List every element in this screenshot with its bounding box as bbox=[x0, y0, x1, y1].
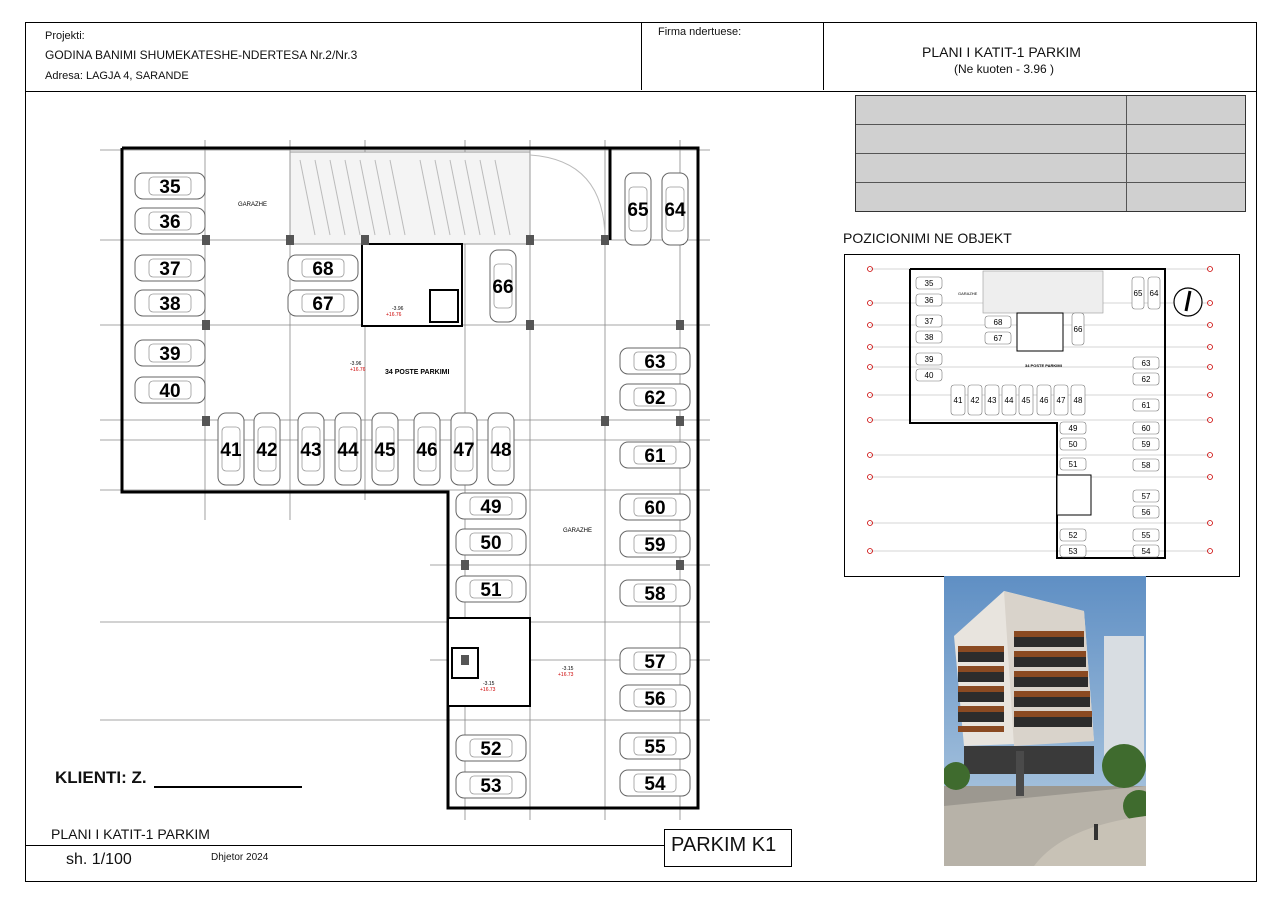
parking-spot-56 bbox=[620, 685, 690, 711]
curved-ramp bbox=[530, 155, 605, 240]
parking-spot-42 bbox=[254, 413, 280, 485]
mini-parking-spot-59 bbox=[1133, 438, 1159, 450]
mini-parking-spot-35 bbox=[916, 277, 942, 289]
mini-plan-title: POZICIONIMI NE OBJEKT bbox=[843, 230, 1012, 246]
garazhe-top-label: GARAZHE bbox=[238, 202, 268, 208]
info-table bbox=[855, 95, 1246, 212]
mini-parking-spot-42 bbox=[968, 385, 982, 415]
mini-parking-spot-number: 62 bbox=[1141, 375, 1151, 384]
mini-parking-spot-number: 36 bbox=[924, 296, 934, 305]
mini-parking-spot-37 bbox=[916, 315, 942, 327]
parking-spot-number: 68 bbox=[312, 259, 334, 280]
mini-parking-spot-number: 65 bbox=[1133, 289, 1143, 298]
parking-spot-number: 58 bbox=[644, 584, 666, 605]
parking-spot-54 bbox=[620, 770, 690, 796]
mini-stair-core bbox=[1017, 313, 1063, 351]
mini-parking-spot-number: 41 bbox=[953, 396, 963, 405]
mini-parking-spot-number: 54 bbox=[1141, 547, 1151, 556]
mini-parking-spot-58 bbox=[1133, 459, 1159, 471]
parking-spot-49 bbox=[456, 493, 526, 519]
mini-parking-spot-63 bbox=[1133, 357, 1159, 369]
mini-garazhe-label: GARAZHE bbox=[958, 291, 978, 296]
mini-parking-spot-number: 61 bbox=[1141, 401, 1151, 410]
mini-stair-core-bottom bbox=[1057, 475, 1091, 515]
parking-spot-number: 49 bbox=[480, 497, 502, 518]
level-label: +16.73 bbox=[480, 687, 496, 693]
parking-spot-number: 50 bbox=[480, 533, 502, 554]
parking-spot-44 bbox=[335, 413, 361, 485]
mini-parking-spot-number: 53 bbox=[1068, 547, 1078, 556]
parking-spot-number: 45 bbox=[374, 440, 396, 461]
info-table-row-line bbox=[856, 153, 1245, 154]
parking-spot-number: 46 bbox=[416, 440, 438, 461]
mini-parking-spot-number: 67 bbox=[993, 334, 1003, 343]
parking-spot-number: 38 bbox=[159, 294, 181, 315]
parking-spot-number: 35 bbox=[159, 177, 181, 198]
parking-spot-67 bbox=[288, 290, 358, 316]
parking-spot-number: 65 bbox=[627, 200, 649, 221]
mini-parking-spot-number: 35 bbox=[924, 279, 934, 288]
klienti-signature-line bbox=[154, 786, 302, 788]
parking-spot-35 bbox=[135, 173, 205, 199]
mini-parking-spot-number: 47 bbox=[1056, 396, 1066, 405]
mini-parking-spot-68 bbox=[985, 316, 1011, 328]
level-label: -3.96 bbox=[350, 361, 362, 367]
mini-parking-spot-45 bbox=[1019, 385, 1033, 415]
parking-spot-55 bbox=[620, 733, 690, 759]
parking-spot-number: 42 bbox=[256, 440, 278, 461]
parking-spot-36 bbox=[135, 208, 205, 234]
mini-parking-spot-number: 52 bbox=[1068, 531, 1078, 540]
level-label: +16.73 bbox=[558, 672, 574, 678]
parkim-label: PARKIM K1 bbox=[671, 834, 777, 856]
parking-spot-number: 37 bbox=[159, 259, 181, 280]
mini-parking-spot-51 bbox=[1060, 458, 1086, 470]
mini-parking-spot-number: 51 bbox=[1068, 460, 1078, 469]
mini-parking-spot-60 bbox=[1133, 422, 1159, 434]
parking-spot-68 bbox=[288, 255, 358, 281]
mini-parking-spot-38 bbox=[916, 331, 942, 343]
mini-parking-spot-46 bbox=[1037, 385, 1051, 415]
parking-spot-number: 44 bbox=[337, 440, 359, 461]
info-table-row-line bbox=[856, 182, 1245, 183]
mini-parking-spot-53 bbox=[1060, 545, 1086, 557]
mini-parking-spot-number: 60 bbox=[1141, 424, 1151, 433]
mini-parking-spot-number: 56 bbox=[1141, 508, 1151, 517]
mini-parking-spot-61 bbox=[1133, 399, 1159, 411]
level-label: -3.96 bbox=[392, 306, 404, 312]
parking-spot-66 bbox=[490, 250, 516, 322]
parking-spot-45 bbox=[372, 413, 398, 485]
mini-parking-spot-number: 48 bbox=[1073, 396, 1083, 405]
garazhe-right-label: GARAZHE bbox=[563, 528, 593, 534]
mini-parking-spot-number: 43 bbox=[987, 396, 997, 405]
parking-spot-number: 48 bbox=[490, 440, 512, 461]
mini-parking-spot-52 bbox=[1060, 529, 1086, 541]
parking-spot-53 bbox=[456, 772, 526, 798]
parking-spot-number: 40 bbox=[159, 381, 181, 402]
footer-divider bbox=[25, 845, 665, 846]
footer-scale: sh. 1/100 bbox=[66, 851, 132, 868]
level-label: -3.15 bbox=[562, 666, 574, 672]
mini-parking-spot-49 bbox=[1060, 422, 1086, 434]
mini-parking-spot-47 bbox=[1054, 385, 1068, 415]
mini-parking-spot-57 bbox=[1133, 490, 1159, 502]
projekti-label: Projekti: bbox=[45, 30, 85, 42]
floor-plan bbox=[100, 140, 710, 820]
parking-spot-62 bbox=[620, 384, 690, 410]
mini-parking-spot-56 bbox=[1133, 506, 1159, 518]
parking-spot-number: 39 bbox=[159, 344, 181, 365]
mini-parking-spot-number: 37 bbox=[924, 317, 934, 326]
mini-parking-spot-55 bbox=[1133, 529, 1159, 541]
parking-spot-63 bbox=[620, 348, 690, 374]
parking-spot-number: 55 bbox=[644, 737, 666, 758]
mini-parking-spot-48 bbox=[1071, 385, 1085, 415]
parking-spot-46 bbox=[414, 413, 440, 485]
parking-spot-48 bbox=[488, 413, 514, 485]
mini-plan bbox=[845, 255, 1237, 574]
parking-spot-58 bbox=[620, 580, 690, 606]
mini-parking-spot-number: 59 bbox=[1141, 440, 1151, 449]
parking-spot-41 bbox=[218, 413, 244, 485]
mini-parking-spot-54 bbox=[1133, 545, 1159, 557]
mini-parking-spot-number: 63 bbox=[1141, 359, 1151, 368]
mini-parking-spot-number: 40 bbox=[924, 371, 934, 380]
mini-center-label: 34 POSTE PARKIMI bbox=[1025, 363, 1062, 368]
mini-parking-spot-number: 58 bbox=[1141, 461, 1151, 470]
mini-parking-spot-62 bbox=[1133, 373, 1159, 385]
footer-date: Dhjetor 2024 bbox=[211, 852, 269, 863]
mini-parking-spot-39 bbox=[916, 353, 942, 365]
header-plan-subtitle: (Ne kuoten - 3.96 ) bbox=[954, 62, 1055, 76]
mini-ramp bbox=[983, 271, 1103, 313]
mini-parking-spot-44 bbox=[1002, 385, 1016, 415]
mini-parking-spot-43 bbox=[985, 385, 999, 415]
building-render-image bbox=[944, 576, 1146, 866]
mini-parking-spot-66 bbox=[1072, 313, 1084, 345]
parking-spot-37 bbox=[135, 255, 205, 281]
center-parking-label: 34 POSTE PARKIMI bbox=[385, 369, 450, 376]
level-label: -3.15 bbox=[483, 681, 495, 687]
mini-parking-spot-number: 45 bbox=[1021, 396, 1031, 405]
parking-spot-number: 62 bbox=[644, 388, 666, 409]
north-arrow-icon bbox=[1174, 288, 1202, 316]
parking-spot-number: 54 bbox=[644, 774, 666, 795]
mini-parking-spot-number: 44 bbox=[1004, 396, 1014, 405]
mini-parking-spot-number: 38 bbox=[924, 333, 934, 342]
elevator-top bbox=[430, 290, 458, 322]
parking-spot-number: 51 bbox=[480, 580, 502, 601]
mini-parking-spot-67 bbox=[985, 332, 1011, 344]
parking-spot-number: 67 bbox=[312, 294, 334, 315]
parking-spot-number: 60 bbox=[644, 498, 666, 519]
parking-spot-38 bbox=[135, 290, 205, 316]
parking-spot-number: 56 bbox=[644, 689, 666, 710]
parking-spot-number: 41 bbox=[220, 440, 242, 461]
parking-spot-number: 57 bbox=[644, 652, 666, 673]
mini-parking-spot-number: 55 bbox=[1141, 531, 1151, 540]
mini-parking-spot-50 bbox=[1060, 438, 1086, 450]
parking-spot-65 bbox=[625, 173, 651, 245]
parking-spot-number: 61 bbox=[644, 446, 666, 467]
parking-spot-number: 66 bbox=[492, 277, 514, 298]
info-table-row-line bbox=[856, 124, 1245, 125]
parking-spot-number: 59 bbox=[644, 535, 666, 556]
parking-spot-number: 64 bbox=[664, 200, 686, 221]
parking-spot-60 bbox=[620, 494, 690, 520]
parking-spot-number: 43 bbox=[300, 440, 322, 461]
parking-spot-64 bbox=[662, 173, 688, 245]
level-label: +16.76 bbox=[350, 367, 366, 373]
parking-spot-51 bbox=[456, 576, 526, 602]
mini-parking-spot-number: 66 bbox=[1073, 325, 1083, 334]
header-plan-title: PLANI I KATIT-1 PARKIM bbox=[922, 44, 1081, 60]
parking-spot-61 bbox=[620, 442, 690, 468]
mini-parking-spot-36 bbox=[916, 294, 942, 306]
parking-spot-52 bbox=[456, 735, 526, 761]
level-label: +16.76 bbox=[386, 312, 402, 318]
mini-parking-spot-number: 64 bbox=[1149, 289, 1159, 298]
header-divider-2 bbox=[823, 22, 824, 90]
parking-spot-57 bbox=[620, 648, 690, 674]
mini-parking-spot-number: 39 bbox=[924, 355, 934, 364]
parking-spot-number: 63 bbox=[644, 352, 666, 373]
parking-spot-59 bbox=[620, 531, 690, 557]
mini-parking-spot-number: 68 bbox=[993, 318, 1003, 327]
mini-parking-spot-number: 46 bbox=[1039, 396, 1049, 405]
parking-spot-50 bbox=[456, 529, 526, 555]
klienti-label: KLIENTI: Z. bbox=[55, 768, 147, 787]
mini-parking-spot-number: 42 bbox=[970, 396, 980, 405]
header-divider-1 bbox=[641, 22, 642, 90]
parking-spot-43 bbox=[298, 413, 324, 485]
parking-spot-39 bbox=[135, 340, 205, 366]
parking-spot-number: 52 bbox=[480, 739, 502, 760]
parking-spot-number: 47 bbox=[453, 440, 475, 461]
project-name: GODINA BANIMI SHUMEKATESHE-NDERTESA Nr.2/Nr.3 bbox=[45, 48, 358, 62]
mini-parking-spot-41 bbox=[951, 385, 965, 415]
parking-spot-40 bbox=[135, 377, 205, 403]
mini-parking-spot-65 bbox=[1132, 277, 1144, 309]
mini-parking-spot-number: 50 bbox=[1068, 440, 1078, 449]
parking-spot-number: 36 bbox=[159, 212, 181, 233]
parking-spot-number: 53 bbox=[480, 776, 502, 797]
mini-parking-spot-number: 49 bbox=[1068, 424, 1078, 433]
project-address: Adresa: LAGJA 4, SARANDE bbox=[45, 70, 189, 82]
mini-parking-spot-64 bbox=[1148, 277, 1160, 309]
firma-label: Firma ndertuese: bbox=[658, 26, 742, 38]
parking-spot-47 bbox=[451, 413, 477, 485]
mini-parking-spot-40 bbox=[916, 369, 942, 381]
footer-plan-title: PLANI I KATIT-1 PARKIM bbox=[51, 826, 210, 842]
mini-parking-spot-number: 57 bbox=[1141, 492, 1151, 501]
